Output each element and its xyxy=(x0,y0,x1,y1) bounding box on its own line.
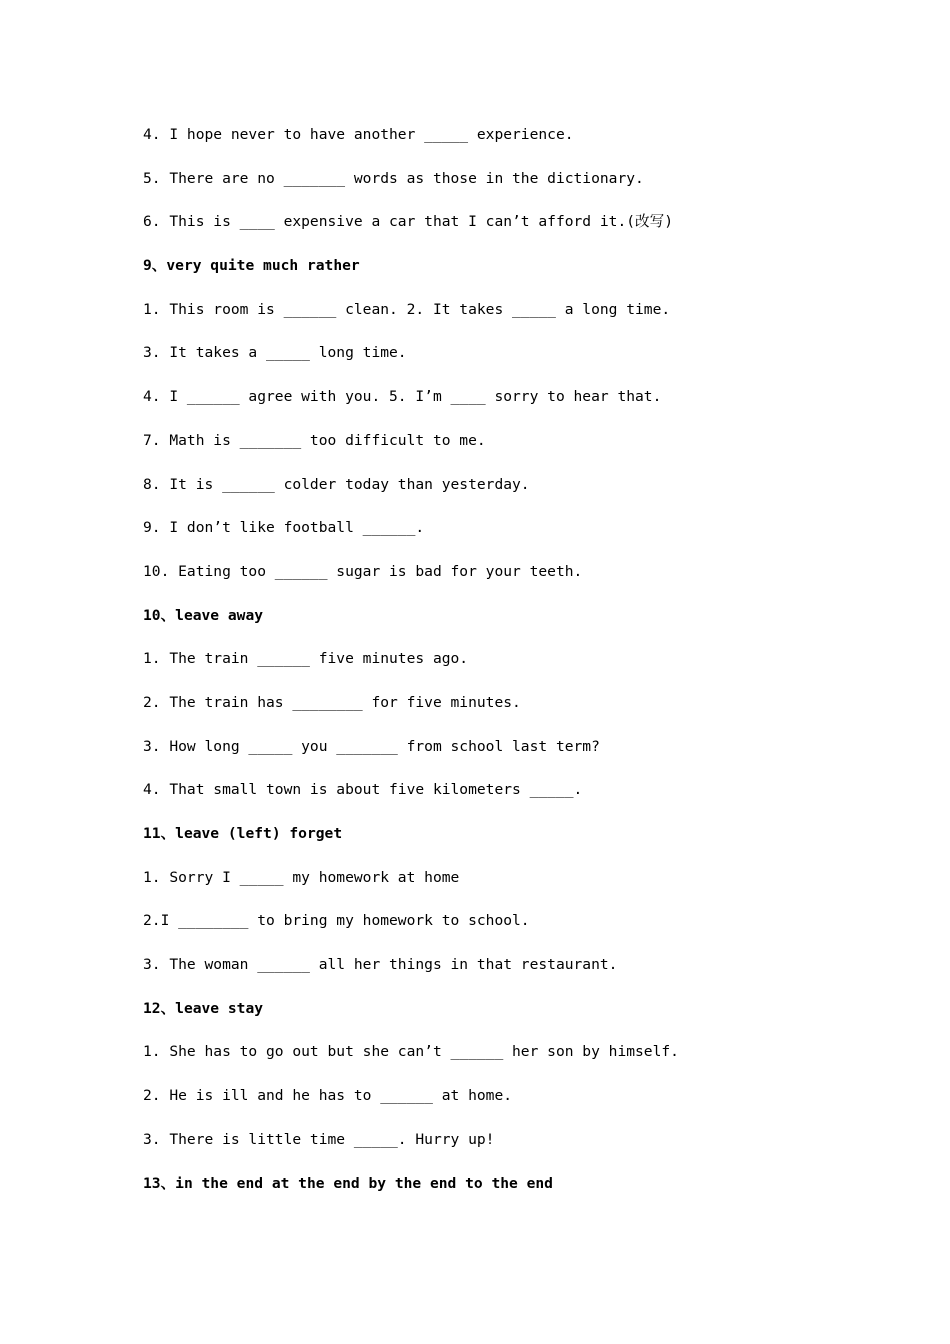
exercise-line: 9. I don’t like football ______. xyxy=(143,519,425,537)
section-heading: 9、very quite much rather xyxy=(143,257,360,275)
exercise-line: 4. I ______ agree with you. 5. I’m ____ sorry to hear that. xyxy=(143,388,662,406)
section-heading: 10、leave away xyxy=(143,606,264,624)
exercise-line: 1. Sorry I _____ my homework at home xyxy=(143,868,460,886)
exercise-line: 2. He is ill and he has to ______ at home. xyxy=(143,1087,513,1105)
exercise-line: 3. There is little time _____. Hurry up! xyxy=(143,1130,495,1148)
section-heading: 13、in the end at the end by the end to the end xyxy=(143,1174,553,1192)
exercise-line: 4. I hope never to have another _____ experience. xyxy=(143,126,574,143)
exercise-line: 1. The train ______ five minutes ago. xyxy=(143,650,469,668)
section-heading: 11、leave (left) forget xyxy=(143,825,343,842)
exercise-line: 3. The woman ______ all her things in that restaurant. xyxy=(143,956,618,974)
exercise-line: 1. This room is ______ clean. 2. It takes _____ a long time. xyxy=(143,300,671,318)
exercise-line: 5. There are no _______ words as those in the dictionary. xyxy=(143,169,644,187)
exercise-line: 10. Eating too ______ sugar is bad for your teeth. xyxy=(143,562,583,580)
exercise-line: 2. The train has ________ for five minutes. xyxy=(143,693,521,711)
exercise-line: 2.I ________ to bring my homework to school. xyxy=(143,912,530,930)
section-heading: 12、leave stay xyxy=(143,999,264,1017)
exercise-line: 7. Math is _______ too difficult to me. xyxy=(143,431,486,449)
exercise-line: 1. She has to go out but she can’t ______ her son by himself. xyxy=(143,1043,679,1061)
exercise-line: 4. That small town is about five kilometers _____. xyxy=(143,781,583,799)
exercise-line: 6. This is ____ expensive a car that I can’t afford it.(改写) xyxy=(143,213,673,231)
document-page xyxy=(143,124,903,1216)
exercise-line: 3. It takes a _____ long time. xyxy=(143,344,407,362)
exercise-line: 8. It is ______ colder today than yesterday. xyxy=(143,475,530,493)
exercise-line: 3. How long _____ you _______ from school last term? xyxy=(143,737,600,755)
